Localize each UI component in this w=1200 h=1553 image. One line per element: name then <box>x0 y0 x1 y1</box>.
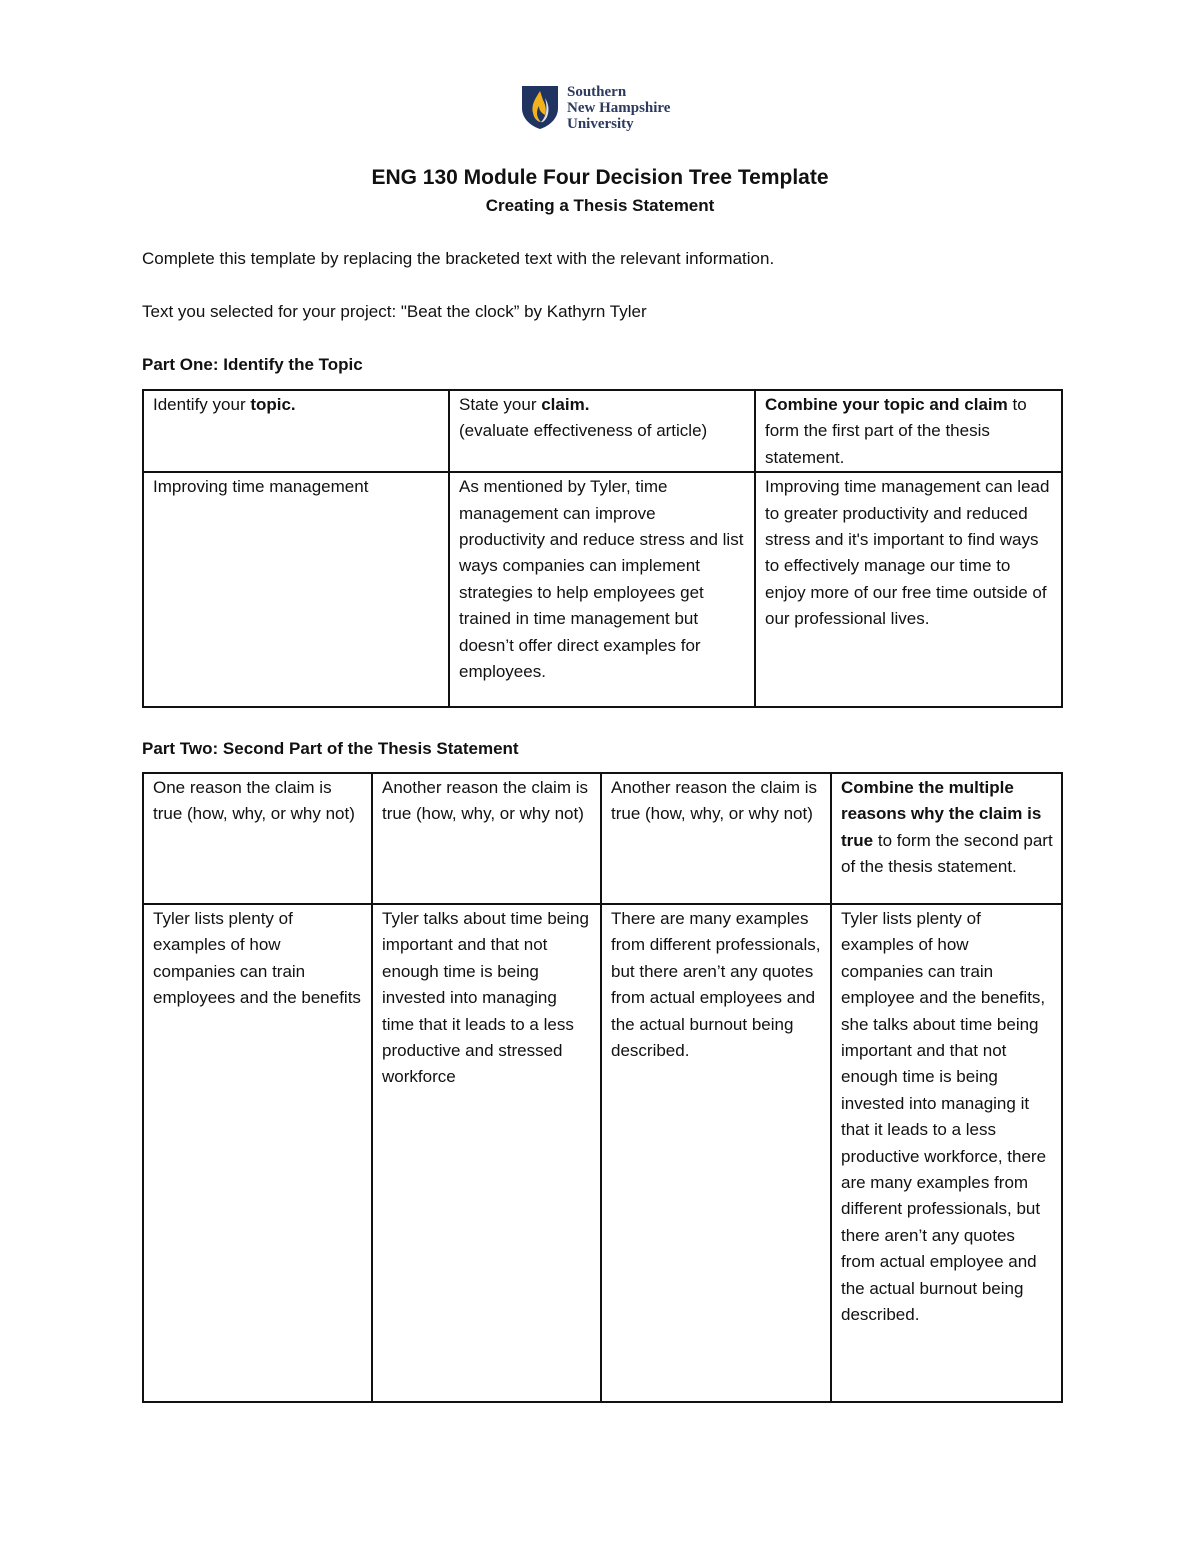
cell-reason-3: There are many examples from different professionals, but there aren’t any quotes from actual employees and the actual burnout being described. <box>601 904 831 1402</box>
page-title: ENG 130 Module Four Decision Tree Template <box>371 166 829 189</box>
part-two-heading: Part Two: Second Part of the Thesis Statement <box>142 739 519 758</box>
logo-line-1: Southern <box>567 84 627 100</box>
cell-claim: As mentioned by Tyler, time management can improve productivity and reduce stress and list ways companies can implement strategies to help employees get trained in time management but doesn’t offer direct examples for employees. <box>449 472 755 707</box>
table-row <box>143 904 1062 1402</box>
table-header-row <box>143 773 1062 904</box>
logo-line-3: University <box>567 116 634 132</box>
header-cell-topic: Identify your topic. <box>143 390 449 472</box>
header-cell-claim: State your claim. (evaluate effectiveness of article) <box>449 390 755 472</box>
header-cell-reason-2: Another reason the claim is true (how, why, or why not) <box>372 773 601 904</box>
header-cell-combine: Combine the multiple reasons why the claim is true to form the second part of the thesis statement. <box>831 773 1062 904</box>
cell-combined: Tyler lists plenty of examples of how companies can train employee and the benefits, she talks about time being important and that not enough time is being invested into managing it that it leads to a less productive workforce, there are many examples from different professionals, but there aren’t any quotes from actual employee and the actual burnout being described. <box>831 904 1062 1402</box>
logo-wordmark <box>567 84 670 132</box>
header-cell-combine: Combine your topic and claim to form the first part of the thesis statement. <box>755 390 1062 472</box>
part-one-heading: Part One: Identify the Topic <box>142 355 363 374</box>
cell-combined: Improving time management can lead to greater productivity and reduced stress and it's important to find ways to effectively manage our time to enjoy more of our free time outside of our professional lives. <box>755 472 1062 707</box>
header-cell-reason-3: Another reason the claim is true (how, why, or why not) <box>601 773 831 904</box>
page-subtitle: Creating a Thesis Statement <box>485 196 715 215</box>
selected-text-line: Text you selected for your project: "Beat the clock” by Kathyrn Tyler <box>142 302 647 321</box>
cell-reason-1: Tyler lists plenty of examples of how companies can train employees and the benefits <box>143 904 372 1402</box>
table-row <box>143 472 1062 707</box>
part-two-table <box>142 772 1063 1403</box>
university-logo <box>521 84 670 132</box>
table-header-row <box>143 390 1062 472</box>
cell-reason-2: Tyler talks about time being important and that not enough time is being invested into managing time that it leads to a less productive and stressed workforce <box>372 904 601 1402</box>
part-one-table <box>142 389 1063 708</box>
flame-shield-icon <box>521 84 559 130</box>
header-cell-reason-1: One reason the claim is true (how, why, or why not) <box>143 773 372 904</box>
cell-topic: Improving time management <box>143 472 449 707</box>
logo-line-2: New Hampshire <box>567 100 671 116</box>
instructions-text: Complete this template by replacing the bracketed text with the relevant information. <box>142 249 775 268</box>
